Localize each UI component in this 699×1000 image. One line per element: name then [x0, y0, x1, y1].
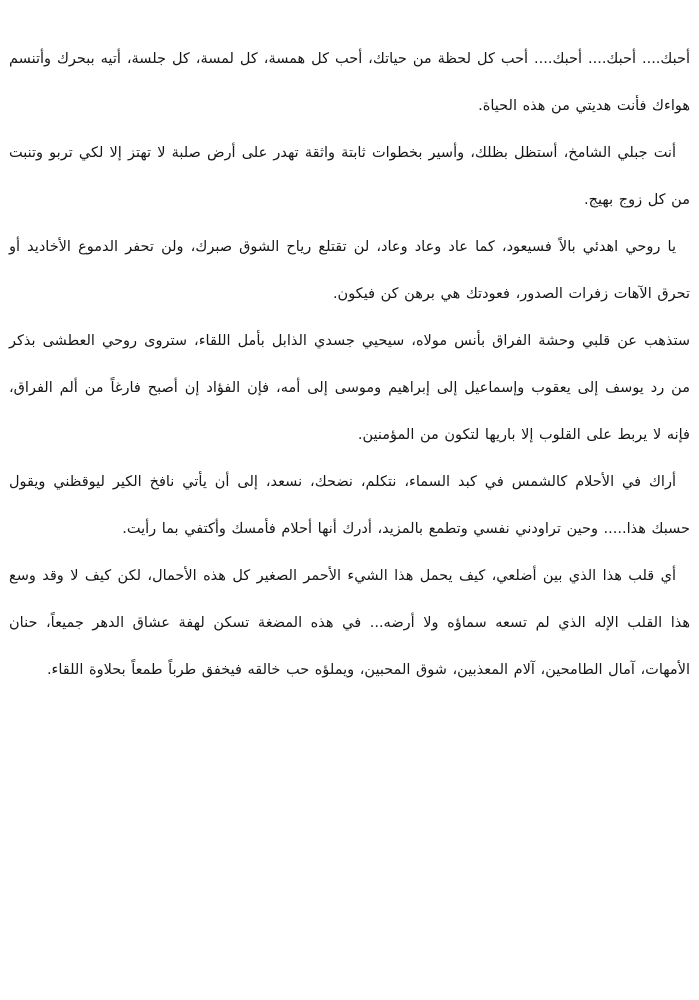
paragraph-love-declaration: أحبك.... أحبك.... أحبك.... أحب كل لحظة من حياتك، أحب كل همسة، كل لمسة، كل جلسة، أتيه ببحرك وأتنسم هواءك فأنت هديتي من هذه الحياة. [9, 51, 690, 114]
paragraph-soul-calm: يا روحي اهدئي بالاً فسيعود، كما عاد وعاد وعاد، لن تقتلع رياح الشوق صبرك، ولن تحفر الدموع الأخاديد أو تحرق الآهات زفرات الصدور، فعودتك هي برهن كن فيكون. [9, 239, 690, 302]
paragraph-dreams: أراك في الأحلام كالشمس في كبد السماء، نتكلم، نضحك، نسعد، إلى أن يأتي نافخ الكير ليوقظني ويقول حسبك هذا..... وحين تراودني نفسي وتطمع بالمزيد، أدرك أنها أحلام فأمسك وأكتفي بما رأيت. [9, 474, 690, 537]
paragraph-mountain: أنت جبلي الشامخ، أستظل بظلك، وأسير بخطوات ثابتة واثقة تهدر على أرض صلبة لا تهتز إلا لكي تربو وتنبت من كل زوج بهيج. [9, 145, 690, 208]
paragraph-separation-hope: ستذهب عن قلبي وحشة الفراق بأنس مولاه، سيحيي جسدي الذابل بأمل اللقاء، ستروى روحي العطشى بذكر من رد يوسف إلى يعقوب وإسماعيل إلى إبراهيم وموسى إلى أمه، فإن الفؤاد إن أصبح فارغاً من ألم الفراق، فإنه لا يربط على القلوب إلا باريها لتكون من المؤمنين. [9, 333, 690, 443]
paragraph-heart: أي قلب هذا الذي بين أضلعي، كيف يحمل هذا الشيء الأحمر الصغير كل هذه الأحمال، لكن كيف لا وقد وسع هذا القلب الإله الذي لم تسعه سماؤه ولا أرضه... في هذه المضغة تسكن لهفة عشاق الدهر جميعاً، حنان الأمهات، آمال الطامحين، آلام المعذبين، شوق المحبين، ويملؤه حب خالقه فيخفق طرباً طمعاً بحلاوة اللقاء. [9, 568, 690, 678]
